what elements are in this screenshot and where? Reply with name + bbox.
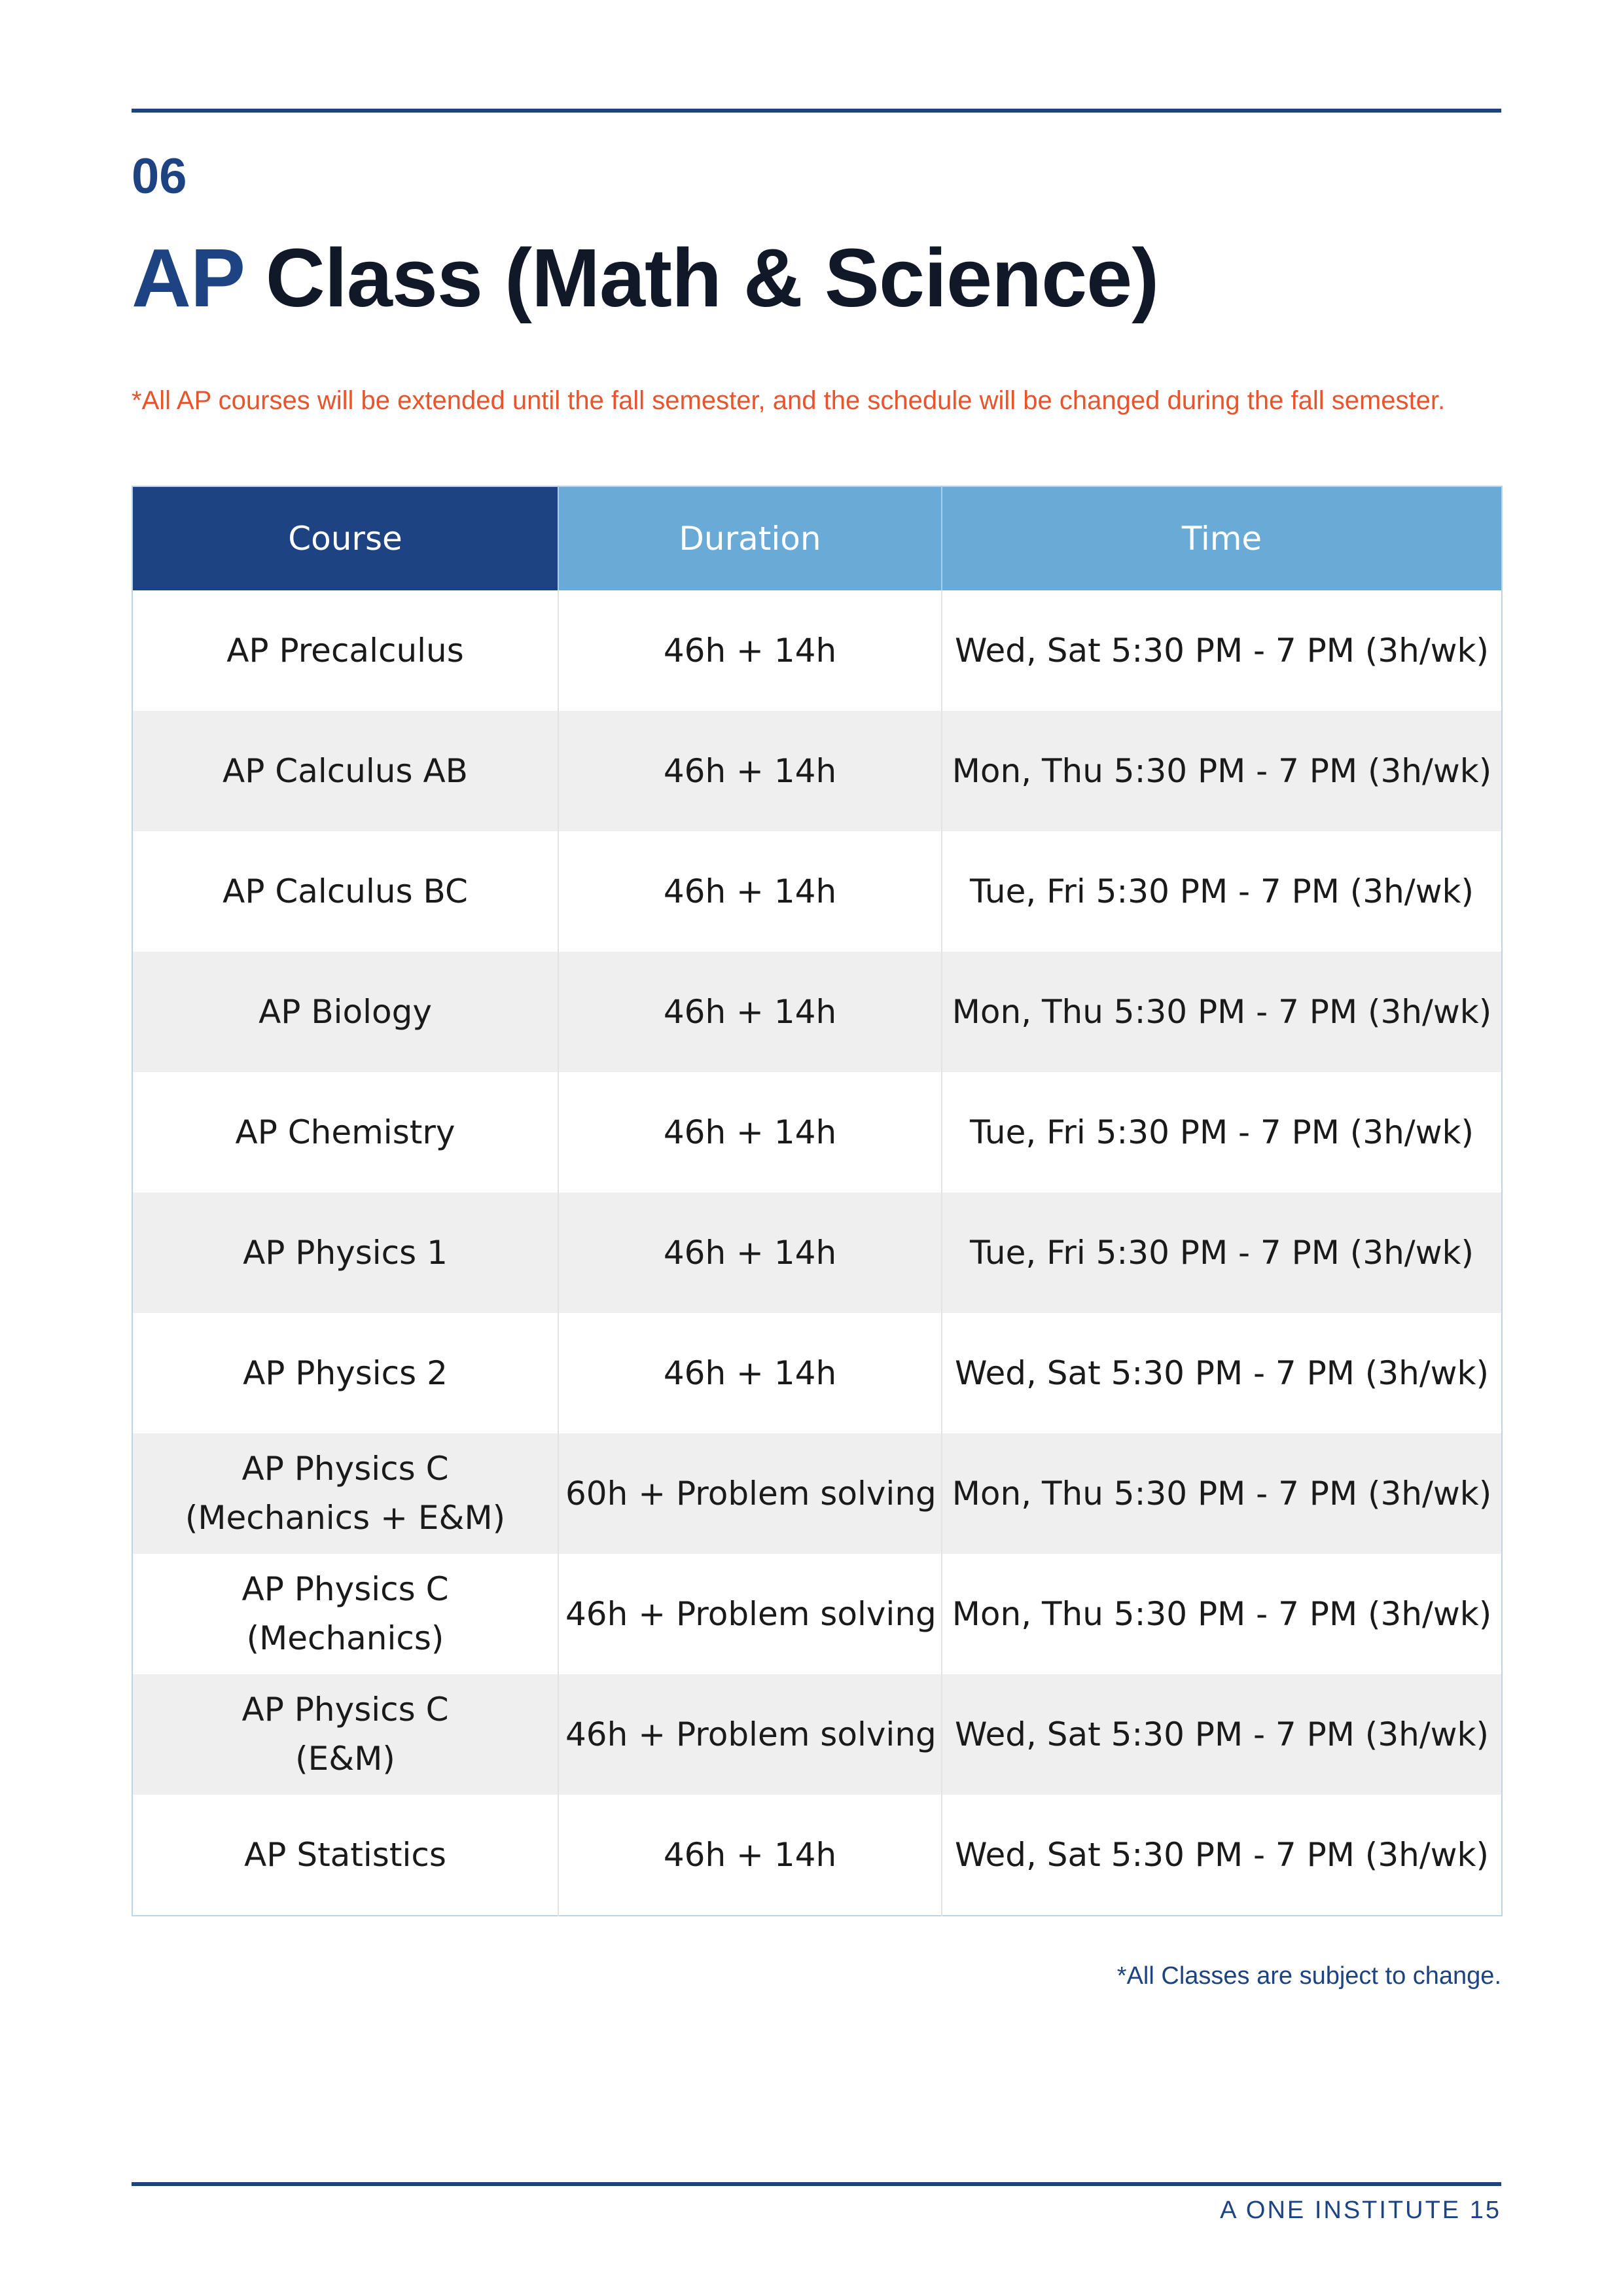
table-header-row <box>132 486 1502 590</box>
duration-cell: 46h + 14h <box>558 1795 942 1916</box>
course-name-line: AP Physics 2 <box>243 1354 448 1392</box>
course-name-line: AP Statistics <box>244 1835 446 1874</box>
page-title <box>132 232 1159 324</box>
course-name-line: AP Calculus AB <box>223 751 468 790</box>
course-cell <box>132 1193 558 1313</box>
top-divider <box>132 109 1501 113</box>
time-cell: Mon, Thu 5:30 PM - 7 PM (3h/wk) <box>942 1433 1502 1554</box>
table-row <box>132 590 1502 711</box>
page-footer <box>1220 2197 1501 2225</box>
table-row <box>132 1795 1502 1916</box>
time-cell: Mon, Thu 5:30 PM - 7 PM (3h/wk) <box>942 711 1502 831</box>
table-row <box>132 1193 1502 1313</box>
column-header-duration: Duration <box>558 486 942 590</box>
course-name-line: AP Precalculus <box>226 631 464 670</box>
course-name-line: (E&M) <box>295 1740 395 1778</box>
duration-cell: 46h + Problem solving <box>558 1554 942 1674</box>
course-schedule-table <box>132 486 1503 1916</box>
course-name-line: (Mechanics) <box>246 1619 444 1657</box>
course-cell <box>132 831 558 952</box>
course-cell <box>132 1674 558 1795</box>
footer-publisher: A ONE INSTITUTE <box>1220 2197 1461 2224</box>
course-name-line: AP Physics C <box>241 1570 449 1608</box>
course-cell <box>132 1554 558 1674</box>
time-cell: Mon, Thu 5:30 PM - 7 PM (3h/wk) <box>942 1554 1502 1674</box>
time-cell: Tue, Fri 5:30 PM - 7 PM (3h/wk) <box>942 1072 1502 1193</box>
page-title-accent: AP <box>132 232 243 324</box>
schedule-notice: *All AP courses will be extended until the fall semester, and the schedule will be changed during the fall semester. <box>132 386 1446 415</box>
course-cell <box>132 590 558 711</box>
course-name-line: AP Calculus BC <box>223 872 468 910</box>
time-cell: Wed, Sat 5:30 PM - 7 PM (3h/wk) <box>942 1674 1502 1795</box>
bottom-divider <box>132 2182 1501 2186</box>
time-cell: Tue, Fri 5:30 PM - 7 PM (3h/wk) <box>942 1193 1502 1313</box>
duration-cell: 46h + 14h <box>558 1072 942 1193</box>
course-name-line: AP Physics 1 <box>243 1233 448 1272</box>
course-name-line: AP Biology <box>259 992 432 1031</box>
course-name-line: AP Physics C <box>241 1691 449 1729</box>
course-name-line: AP Chemistry <box>235 1113 455 1151</box>
footer-page-number: 15 <box>1469 2197 1501 2224</box>
table-row <box>132 1554 1502 1674</box>
table-row <box>132 1433 1502 1554</box>
table-row <box>132 1674 1502 1795</box>
course-cell <box>132 1313 558 1433</box>
time-cell: Wed, Sat 5:30 PM - 7 PM (3h/wk) <box>942 590 1502 711</box>
column-header-course: Course <box>132 486 558 590</box>
time-cell: Wed, Sat 5:30 PM - 7 PM (3h/wk) <box>942 1313 1502 1433</box>
section-number: 06 <box>132 149 187 204</box>
course-name-line: (Mechanics + E&M) <box>185 1499 506 1537</box>
duration-cell: 46h + 14h <box>558 1313 942 1433</box>
time-cell: Wed, Sat 5:30 PM - 7 PM (3h/wk) <box>942 1795 1502 1916</box>
duration-cell: 46h + 14h <box>558 952 942 1072</box>
duration-cell: 46h + Problem solving <box>558 1674 942 1795</box>
table-row <box>132 952 1502 1072</box>
course-cell <box>132 1433 558 1554</box>
time-cell: Tue, Fri 5:30 PM - 7 PM (3h/wk) <box>942 831 1502 952</box>
page-title-rest: Class (Math & Science) <box>243 232 1159 324</box>
duration-cell: 46h + 14h <box>558 831 942 952</box>
duration-cell: 46h + 14h <box>558 1193 942 1313</box>
course-cell <box>132 1795 558 1916</box>
duration-cell: 46h + 14h <box>558 711 942 831</box>
column-header-time: Time <box>942 486 1502 590</box>
table-row <box>132 1313 1502 1433</box>
change-footnote: *All Classes are subject to change. <box>1116 1962 1501 1990</box>
course-cell <box>132 711 558 831</box>
duration-cell: 60h + Problem solving <box>558 1433 942 1554</box>
table-row <box>132 1072 1502 1193</box>
duration-cell: 46h + 14h <box>558 590 942 711</box>
course-cell <box>132 952 558 1072</box>
course-name-line: AP Physics C <box>241 1450 449 1488</box>
table-row <box>132 711 1502 831</box>
time-cell: Mon, Thu 5:30 PM - 7 PM (3h/wk) <box>942 952 1502 1072</box>
table-body <box>132 590 1502 1916</box>
table-row <box>132 831 1502 952</box>
course-cell <box>132 1072 558 1193</box>
